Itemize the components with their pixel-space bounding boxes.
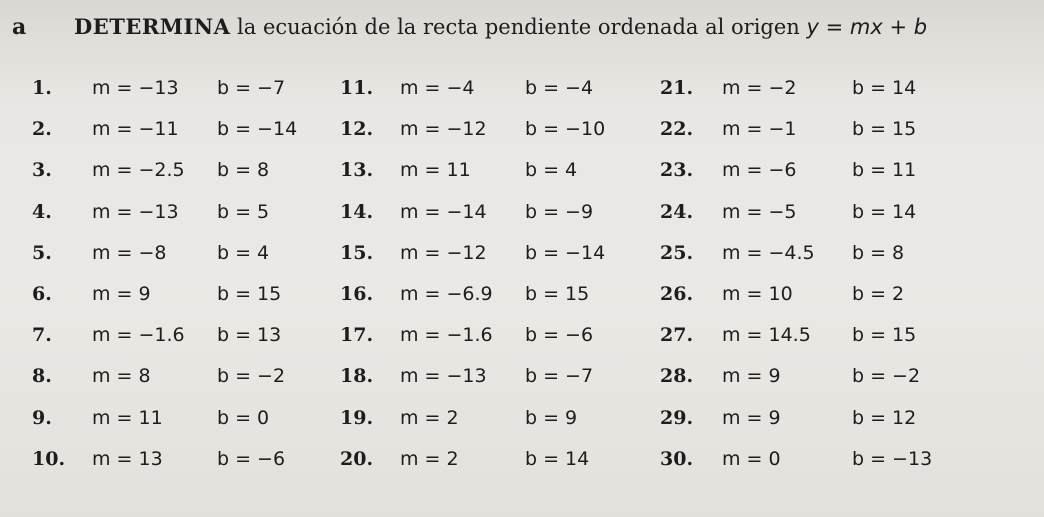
intercept-value: b = 9: [525, 406, 578, 429]
problem-number: 28.: [660, 365, 694, 388]
slope-value: m = 2: [400, 406, 459, 429]
problem-number: 9.: [32, 406, 52, 429]
slope-value: m = −14: [400, 200, 487, 223]
problem-item: [32, 276, 332, 312]
intercept-value: b = 15: [852, 118, 917, 141]
problem-item: [32, 317, 332, 353]
problem-number: 20.: [340, 447, 374, 470]
problem-item: [340, 400, 640, 436]
problem-number: 15.: [340, 241, 374, 264]
intercept-value: b = 15: [525, 283, 590, 305]
problem-number: 26.: [660, 283, 694, 305]
slope-value: m = −2.5: [92, 159, 185, 182]
intercept-value: b = 5: [217, 200, 270, 223]
problem-item: [660, 194, 960, 230]
intercept-value: b = 2: [852, 283, 905, 305]
problem-item: [340, 235, 640, 271]
intercept-value: b = 13: [217, 324, 282, 347]
intercept-value: b = −2: [217, 365, 286, 388]
instruction-body: la ecuación de la recta pendiente ordenada al origen: [230, 15, 807, 39]
problem-number: 12.: [340, 118, 374, 141]
problem-item: [340, 441, 640, 477]
problem-item: [340, 70, 640, 106]
problem-number: 2.: [32, 118, 52, 141]
intercept-value: b = −10: [525, 118, 606, 141]
problem-item: [660, 276, 960, 312]
slope-value: m = −5: [722, 200, 797, 223]
problem-number: 8.: [32, 365, 52, 388]
slope-value: m = 13: [92, 447, 163, 470]
slope-value: m = −12: [400, 118, 487, 141]
slope-value: m = −4.5: [722, 241, 815, 264]
intercept-value: b = −9: [525, 200, 594, 223]
intercept-value: b = −13: [852, 447, 933, 470]
problem-number: 6.: [32, 283, 52, 305]
problem-number: 22.: [660, 118, 694, 141]
intercept-value: b = −4: [525, 77, 594, 99]
problem-item: [660, 111, 960, 147]
problem-item: [32, 152, 332, 188]
problem-item: [340, 111, 640, 147]
problem-number: 27.: [660, 324, 694, 347]
problem-number: 18.: [340, 365, 374, 388]
slope-value: m = 2: [400, 447, 459, 470]
problem-number: 24.: [660, 200, 694, 223]
problem-item: [340, 152, 640, 188]
intercept-value: b = 14: [852, 77, 917, 99]
problem-item: [660, 235, 960, 271]
slope-value: m = −11: [92, 118, 179, 141]
slope-value: m = −1: [722, 118, 797, 141]
intercept-value: b = −14: [217, 118, 298, 141]
problem-item: [32, 235, 332, 271]
problem-number: 11.: [340, 77, 374, 99]
slope-value: m = −1.6: [400, 324, 493, 347]
problem-number: 29.: [660, 406, 694, 429]
problem-item: [32, 111, 332, 147]
slope-value: m = −2: [722, 77, 797, 99]
problem-number: 3.: [32, 159, 52, 182]
problem-item: [660, 400, 960, 436]
problem-number: 30.: [660, 447, 694, 470]
problem-item: [660, 441, 960, 477]
section-marker: a: [12, 14, 27, 40]
problem-item: [32, 441, 332, 477]
slope-value: m = −1.6: [92, 324, 185, 347]
intercept-value: b = −7: [525, 365, 594, 388]
slope-value: m = 9: [722, 406, 781, 429]
intercept-value: b = 12: [852, 406, 917, 429]
intercept-value: b = −2: [852, 365, 921, 388]
problem-item: [660, 317, 960, 353]
instruction-text: [74, 14, 927, 39]
problem-number: 19.: [340, 406, 374, 429]
problem-item: [340, 194, 640, 230]
problem-number: 14.: [340, 200, 374, 223]
slope-value: m = −6.9: [400, 283, 493, 305]
instruction-formula: y = mx + b: [806, 15, 928, 39]
problem-item: [660, 358, 960, 394]
slope-value: m = 9: [722, 365, 781, 388]
problem-number: 5.: [32, 241, 52, 264]
intercept-value: b = 8: [217, 159, 270, 182]
intercept-value: b = 11: [852, 159, 917, 182]
intercept-value: b = 14: [525, 447, 590, 470]
problem-item: [32, 358, 332, 394]
problem-number: 13.: [340, 159, 374, 182]
slope-value: m = −13: [400, 365, 487, 388]
problem-number: 1.: [32, 77, 52, 99]
problem-item: [32, 400, 332, 436]
intercept-value: b = 4: [217, 241, 270, 264]
intercept-value: b = −6: [217, 447, 286, 470]
problem-number: 23.: [660, 159, 694, 182]
problem-item: [32, 70, 332, 106]
problem-item: [340, 276, 640, 312]
intercept-value: b = 15: [217, 283, 282, 305]
intercept-value: b = 0: [217, 406, 270, 429]
slope-value: m = −13: [92, 77, 179, 99]
problem-number: 7.: [32, 324, 52, 347]
problem-number: 4.: [32, 200, 52, 223]
problem-number: 17.: [340, 324, 374, 347]
problem-item: [660, 70, 960, 106]
slope-value: m = 8: [92, 365, 151, 388]
slope-value: m = −13: [92, 200, 179, 223]
slope-value: m = 10: [722, 283, 793, 305]
problem-item: [660, 152, 960, 188]
problem-number: 10.: [32, 447, 66, 470]
intercept-value: b = −6: [525, 324, 594, 347]
intercept-value: b = 8: [852, 241, 905, 264]
intercept-value: b = 15: [852, 324, 917, 347]
intercept-value: b = −14: [525, 241, 606, 264]
problem-item: [340, 317, 640, 353]
problem-item: [32, 194, 332, 230]
slope-value: m = −8: [92, 241, 167, 264]
slope-value: m = −12: [400, 241, 487, 264]
slope-value: m = −6: [722, 159, 797, 182]
worksheet-header: [12, 8, 1032, 48]
problem-number: 25.: [660, 241, 694, 264]
intercept-value: b = 4: [525, 159, 578, 182]
problem-item: [340, 358, 640, 394]
intercept-value: b = −7: [217, 77, 286, 99]
instruction-keyword: DETERMINA: [74, 14, 231, 39]
slope-value: m = 0: [722, 447, 781, 470]
problem-number: 21.: [660, 77, 694, 99]
problem-number: 16.: [340, 283, 374, 305]
slope-value: m = 11: [92, 406, 163, 429]
slope-value: m = 11: [400, 159, 471, 182]
slope-value: m = −4: [400, 77, 475, 99]
slope-value: m = 9: [92, 283, 151, 305]
slope-value: m = 14.5: [722, 324, 811, 347]
intercept-value: b = 14: [852, 200, 917, 223]
